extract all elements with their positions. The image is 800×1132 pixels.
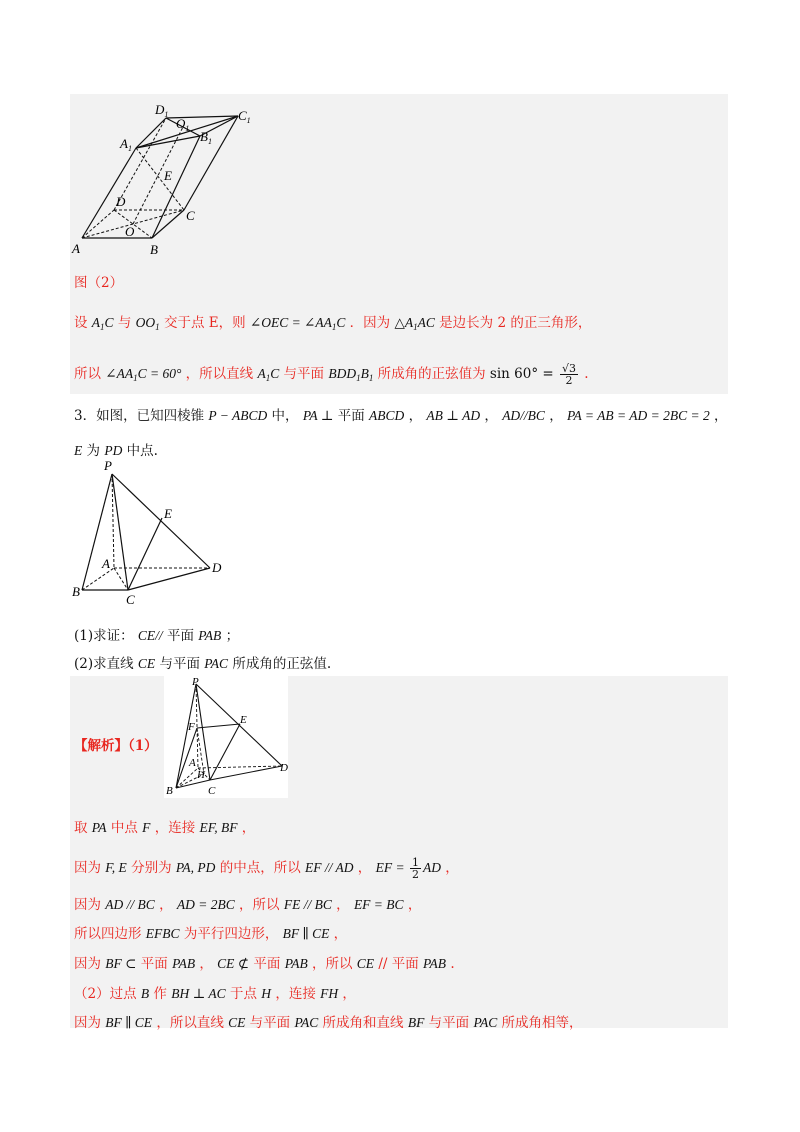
- pyr-label-a: A: [102, 556, 110, 571]
- solution-step-4: 所以四边形 EFBC 为平行四边形， BF ∥ CE ，: [74, 926, 348, 942]
- label-e: E: [164, 168, 172, 183]
- label-d1-sub: 1: [164, 110, 169, 119]
- solution-pyramid-figure: [164, 676, 288, 798]
- label-d1: D: [155, 102, 165, 117]
- parallelepiped-figure: [70, 98, 270, 258]
- label-d: D: [116, 194, 126, 209]
- svg-text:C1: [238, 108, 251, 125]
- label-b: B: [150, 242, 158, 257]
- sol-label-d: D: [280, 762, 288, 774]
- box1-line1: 设 $A_1C$ 与 $OO_1$ 交于点 E，则 ∠OEC = $\angle AA_1C$ ．因为 $\triangle A_1AC$ 是边长为 2 的正三角形，: [74, 315, 592, 332]
- label-c: C: [186, 208, 195, 223]
- solution-step-3: 因为 AD // BC ， AD = 2BC ，所以 FE // BC ， EF = BC ，: [74, 897, 422, 913]
- pyr-label-b: B: [72, 584, 80, 599]
- pyr-label-p: P: [104, 458, 112, 473]
- label-o: O: [125, 224, 135, 239]
- pyr-label-d: D: [212, 560, 222, 575]
- label-a1-sub: 1: [127, 144, 132, 153]
- pyramid-figure: [70, 456, 240, 606]
- analysis-label: 【解析】（1）: [74, 738, 158, 754]
- solution-step-1: 取 PA 中点 F ，连接 EF, BF ，: [74, 820, 256, 836]
- label-b1: B: [200, 129, 208, 144]
- sol-label-p: P: [192, 676, 199, 688]
- question-2: (2)求直线 CE 与平面 PAC 所成角的正弦值.: [74, 656, 332, 672]
- sol-label-f: F: [188, 721, 195, 733]
- pyr-label-c: C: [126, 592, 135, 606]
- sol-label-b: B: [166, 785, 173, 797]
- svg-text:A1: [119, 136, 132, 153]
- label-c1: C: [238, 108, 247, 123]
- solution-step-6: （2）过点 B 作 BH ⊥ AC 于点 H ，连接 FH ，: [74, 986, 356, 1002]
- box1-line2: 所以 $\angle AA_1C = 60^\circ$ ，所以直线 $A_1C$ 与平面 $BDD_1B_1$ 所成角的正弦值为 sin 60° = $\frac{√3}{2}$ .: [74, 362, 589, 387]
- label-a: A: [72, 241, 80, 256]
- label-o1: O: [176, 116, 186, 131]
- label-b1-sub: 1: [207, 137, 212, 146]
- figure-caption: 图（2）: [74, 275, 124, 291]
- sol-label-h: H: [197, 769, 205, 781]
- svg-text:D1: [154, 102, 168, 119]
- label-o1-sub: 1: [185, 124, 190, 133]
- sol-label-a: A: [189, 757, 196, 769]
- solution-step-2: 因为 F, E 分别为 PA, PD 的中点，所以 EF // AD ， EF = $\frac{1}{2}$ AD ，: [74, 856, 459, 881]
- label-a1: A: [120, 136, 128, 151]
- svg-text:O1: [176, 116, 189, 133]
- problem-3-line2: E 为 PD 中点.: [74, 443, 158, 459]
- svg-text:B1: [200, 129, 212, 146]
- problem-3-line1: 3．如图，已知四棱锥 P − ABCD 中， PA ⊥ 平面 ABCD ， AB ⊥ AD ， AD//BC ， PA = AB = AD = 2BC = 2 ，: [74, 408, 728, 424]
- label-c1-sub: 1: [246, 116, 251, 125]
- solution-step-5: 因为 BF ⊂ 平面 PAB ， CE ⊄ 平面 PAB ，所以 CE // 平面 PAB .: [74, 956, 455, 972]
- solution-step-7: 因为 BF ∥ CE ，所以直线 CE 与平面 PAC 所成角和直线 BF 与平面 PAC 所成角相等，: [74, 1015, 583, 1031]
- sol-label-c: C: [208, 785, 216, 797]
- question-1: (1)求证： CE// 平面 PAB ；: [74, 628, 240, 644]
- sol-label-e: E: [240, 714, 247, 726]
- pyr-label-e: E: [164, 506, 172, 521]
